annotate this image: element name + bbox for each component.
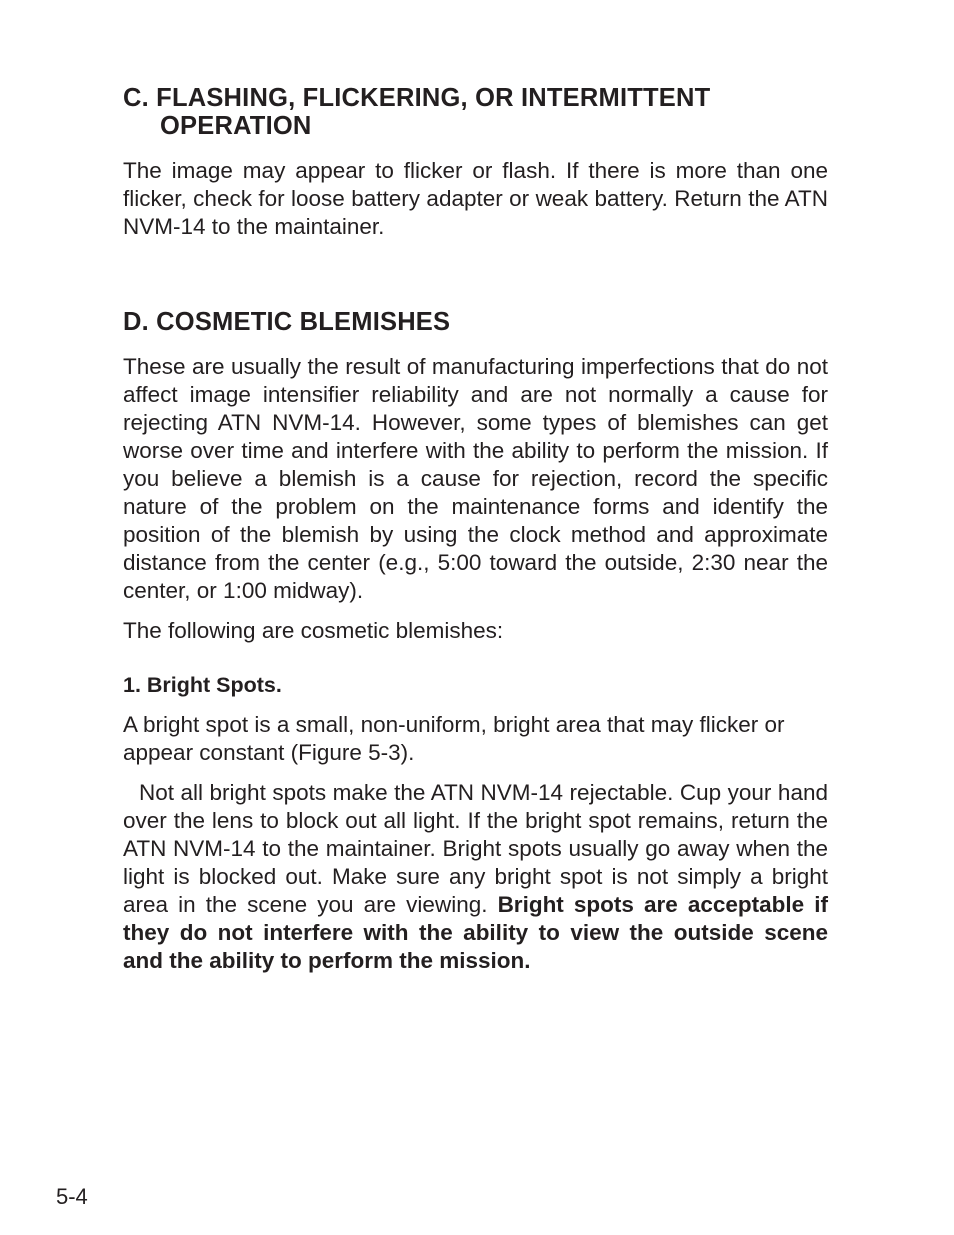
section-d-paragraph: These are usually the result of manufacturing imperfections that do not affect image intensifier reliability and are not normally a cause for rejecting ATN NVM-14. However, some types of blemishes can get worse over time and interfere with the ability to perform the mission. If you believe a blemish is a cause for rejection, record the specific nature of the problem on the maintenance forms and identify the position of the blemish by using the clock method and approximate distance from the center (e.g., 5:00 toward the outside, 2:30 near the center, or 1:00 midway). xyxy=(123,354,828,603)
bright-spots-guidance xyxy=(123,779,828,975)
bright-spots-acceptance-note: Bright spots are acceptable if they do not interfere with the ability to view the outside scene and the ability to perform the mission. xyxy=(123,892,828,973)
section-d-heading: D. COSMETIC BLEMISHES xyxy=(123,308,451,336)
cosmetic-blemishes-intro: The following are cosmetic blemishes: xyxy=(123,618,504,643)
section-c-paragraph: The image may appear to flicker or flash. If there is more than one flicker, check for loose battery adapter or weak battery. Return the ATN NVM-14 to the maintainer. xyxy=(123,158,828,239)
page-content xyxy=(123,84,828,975)
bright-spots-heading: 1. Bright Spots. xyxy=(123,673,282,697)
section-c-heading xyxy=(123,84,828,140)
page-number: 5-4 xyxy=(56,1184,88,1209)
section-c-heading-line1: C. FLASHING, FLICKERING, OR INTERMITTENT xyxy=(123,84,711,112)
bright-spots-definition: A bright spot is a small, non-uniform, bright area that may flicker or appear constant (Figure 5-3). xyxy=(123,712,785,765)
section-c-heading-line2: OPERATION xyxy=(160,112,312,140)
bright-spots-guidance-text: Not all bright spots make the ATN NVM-14 rejectable. Cup your hand over the lens to block out all light. If the bright spot remains, return the ATN NVM-14 to the maintainer. Bright spots usually go away when the light is blocked out. Make sure any bright spot is not simply a bright area in the scene you are viewing. xyxy=(123,780,828,917)
